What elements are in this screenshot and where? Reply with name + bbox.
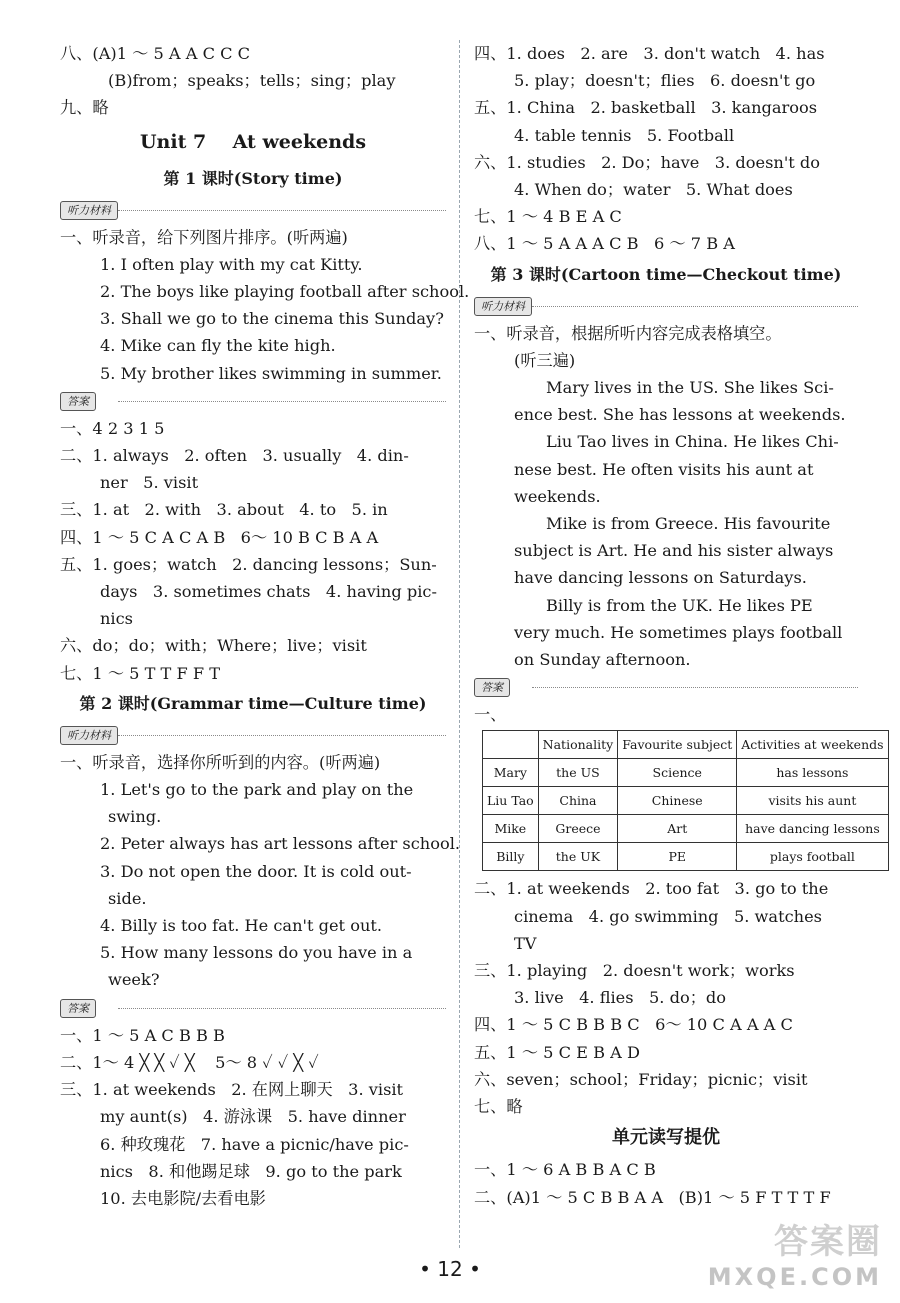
answer-line: 四、1 ～ 5 C B B B C 6～ 10 C A A A C — [474, 1015, 793, 1035]
answer-line: nics — [100, 609, 133, 629]
table-cell: Liu Tao — [483, 787, 539, 815]
answer-line: nics 8. 和他踢足球 9. go to the park — [100, 1161, 402, 1181]
answer-line: 八、(A)1 ～ 5 A A C C C — [60, 44, 251, 63]
instruction: 一、听录音，选择你所听到的内容。(听两遍) — [60, 752, 381, 772]
answer-tag: 答案 — [60, 999, 96, 1018]
answer-line: 五、1 ～ 5 C E B A D — [474, 1042, 640, 1062]
table-cell: the UK — [538, 843, 618, 871]
answer-line: 七、1 ～ 4 B E A C — [474, 207, 622, 227]
answer-line: 九、略 — [60, 98, 109, 118]
answer-line: 二、1～ 4 ╳ ╳ ✓ ╳ 5～ 8 ✓ ✓ ╳ ✓ — [60, 1052, 319, 1072]
table-cell: has lessons — [737, 759, 888, 787]
answer-line: 二、1. always 2. often 3. usually 4. din- — [60, 446, 409, 466]
table-cell: the US — [538, 759, 618, 787]
table-row — [483, 787, 889, 815]
listening-item: 4. Mike can fly the kite high. — [100, 336, 336, 356]
table-header-row — [483, 731, 889, 759]
listening-item: 3. Shall we go to the cinema this Sunday? — [100, 309, 444, 329]
table-cell: Billy — [483, 843, 539, 871]
unit-review-title: 单元读写提优 — [612, 1127, 720, 1149]
instruction: 一、听录音，给下列图片排序。(听两遍) — [60, 227, 348, 247]
table-header-cell: Activities at weekends — [737, 731, 888, 759]
answer-tag: 答案 — [474, 678, 510, 697]
table-cell: PE — [618, 843, 737, 871]
answer-line: 五、1. goes；watch 2. dancing lessons；Sun- — [60, 554, 437, 574]
answer-line: 一、1 ～ 5 A C B B B — [60, 1025, 225, 1045]
passage-line: Mike is from Greece. His favourite — [546, 514, 831, 534]
answer-line: cinema 4. go swimming 5. watches — [514, 906, 822, 926]
answer-line: (B)from；speaks；tells；sing；play — [108, 71, 396, 91]
answer-line: 5. play；doesn't；flies 6. doesn't go — [514, 71, 816, 91]
table-cell: have dancing lessons — [737, 815, 888, 843]
table-header-cell: Favourite subject — [618, 731, 737, 759]
table-header-cell: Nationality — [538, 731, 618, 759]
lesson-3-title: 第 3 课时(Cartoon time—Checkout time) — [490, 264, 842, 284]
listening-item: 1. Let's go to the park and play on the — [100, 780, 414, 800]
listening-item: 3. Do not open the door. It is cold out- — [100, 861, 412, 881]
table-question-label: 一、 — [474, 705, 507, 725]
passage-line: on Sunday afternoon. — [514, 650, 691, 670]
answer-header — [60, 387, 446, 415]
answer-line: 六、do；do；with；Where；live；visit — [60, 636, 367, 656]
table-cell: Chinese — [618, 787, 737, 815]
passage-line: nese best. He often visits his aunt at — [514, 459, 814, 479]
table-cell: Mike — [483, 815, 539, 843]
passage-line: Billy is from the UK. He likes PE — [546, 595, 813, 615]
answer-line: TV — [514, 933, 537, 953]
listening-material-header — [60, 721, 446, 749]
passage-line: very much. He sometimes plays football — [514, 622, 843, 642]
instruction: 一、听录音，根据所听内容完成表格填空。 — [474, 323, 782, 343]
listening-item: 5. My brother likes swimming in summer. — [100, 363, 442, 383]
listening-item: swing. — [108, 807, 162, 827]
answer-line: 四、1 ～ 5 C A C A B 6～ 10 B C B A A — [60, 527, 379, 547]
answer-line: 6. 种玫瑰花 7. have a picnic/have pic- — [100, 1134, 409, 1154]
table-row — [483, 759, 889, 787]
answer-line: 六、seven；school；Friday；picnic；visit — [474, 1069, 808, 1089]
table-cell: Mary — [483, 759, 539, 787]
unit-title: Unit 7 At weekends — [139, 130, 367, 153]
answer-header — [60, 994, 446, 1022]
answer-line: 三、1. at weekends 2. 在网上聊天 3. visit — [60, 1080, 404, 1100]
table-cell: Science — [618, 759, 737, 787]
listening-item: 2. The boys like playing football after school. — [100, 282, 470, 302]
table-cell: China — [538, 787, 618, 815]
instruction-note: (听三遍) — [514, 350, 576, 370]
answer-tag: 答案 — [60, 392, 96, 411]
answer-line: 八、1 ～ 5 A A A C B 6 ～ 7 B A — [474, 234, 735, 254]
answer-line: 4. When do；water 5. What does — [514, 180, 793, 200]
answer-line: 六、1. studies 2. Do；have 3. doesn't do — [474, 152, 821, 172]
listening-item: 2. Peter always has art lessons after school. — [100, 834, 461, 854]
answer-line: 一、1 ～ 6 A B B A C B — [474, 1160, 656, 1180]
table-header-cell — [483, 731, 539, 759]
answer-line: 一、4 2 3 1 5 — [60, 418, 165, 438]
table-cell: visits his aunt — [737, 787, 888, 815]
answer-line: 4. table tennis 5. Football — [514, 125, 735, 145]
listening-material-header — [474, 292, 858, 320]
answer-line: 二、1. at weekends 2. too fat 3. go to the — [474, 879, 829, 899]
site-watermark — [708, 1214, 882, 1291]
watermark-url: MXQE.COM — [707, 1263, 882, 1291]
page-number: • 12 • — [419, 1257, 481, 1281]
listening-item: 4. Billy is too fat. He can't get out. — [100, 916, 383, 936]
table-cell: Art — [618, 815, 737, 843]
listening-passage — [474, 374, 858, 673]
right-column — [474, 40, 884, 1211]
passage-line: subject is Art. He and his sister always — [514, 541, 834, 561]
table-cell: Greece — [538, 815, 618, 843]
passage-line: Mary lives in the US. She likes Sci- — [546, 378, 834, 398]
lesson-2-title: 第 2 课时(Grammar time—Culture time) — [79, 693, 427, 713]
answer-line: days 3. sometimes chats 4. having pic- — [100, 582, 437, 602]
left-column — [60, 40, 470, 1212]
answer-line: 10. 去电影院/去看电影 — [100, 1188, 266, 1208]
table-cell: plays football — [737, 843, 888, 871]
table-row — [483, 815, 889, 843]
listening-item: side. — [108, 888, 147, 908]
listening-material-header — [60, 196, 446, 224]
answer-line: 七、略 — [474, 1097, 523, 1117]
answer-line: 二、(A)1 ～ 5 C B B A A (B)1 ～ 5 F T T T F — [474, 1187, 831, 1207]
listening-material-tag: 听力材料 — [60, 201, 118, 220]
lesson-1-title: 第 1 课时(Story time) — [163, 168, 343, 188]
column-divider — [459, 40, 460, 1248]
answer-line: 五、1. China 2. basketball 3. kangaroos — [474, 98, 818, 118]
table-row — [483, 843, 889, 871]
answer-table — [482, 730, 889, 871]
listening-material-tag: 听力材料 — [474, 297, 532, 316]
passage-line: have dancing lessons on Saturdays. — [514, 568, 807, 588]
passage-line: weekends. — [514, 486, 601, 506]
answer-line: 三、1. playing 2. doesn't work；works — [474, 961, 795, 981]
answer-line: 四、1. does 2. are 3. don't watch 4. has — [474, 44, 825, 63]
listening-material-tag: 听力材料 — [60, 726, 118, 745]
listening-item: week? — [108, 970, 160, 990]
answer-line: my aunt(s) 4. 游泳课 5. have dinner — [100, 1107, 406, 1127]
answer-header — [474, 673, 858, 701]
answer-line: 3. live 4. flies 5. do；do — [514, 988, 726, 1008]
passage-line: ence best. She has lessons at weekends. — [514, 405, 846, 425]
listening-item: 1. I often play with my cat Kitty. — [100, 254, 363, 274]
watermark-text: 答案圈 — [774, 1222, 882, 1262]
passage-line: Liu Tao lives in China. He likes Chi- — [546, 432, 839, 452]
answer-line: 七、1 ～ 5 T T F F T — [60, 663, 221, 683]
listening-item: 5. How many lessons do you have in a — [100, 943, 413, 963]
answer-line: 三、1. at 2. with 3. about 4. to 5. in — [60, 500, 388, 520]
answer-line: ner 5. visit — [100, 473, 199, 493]
